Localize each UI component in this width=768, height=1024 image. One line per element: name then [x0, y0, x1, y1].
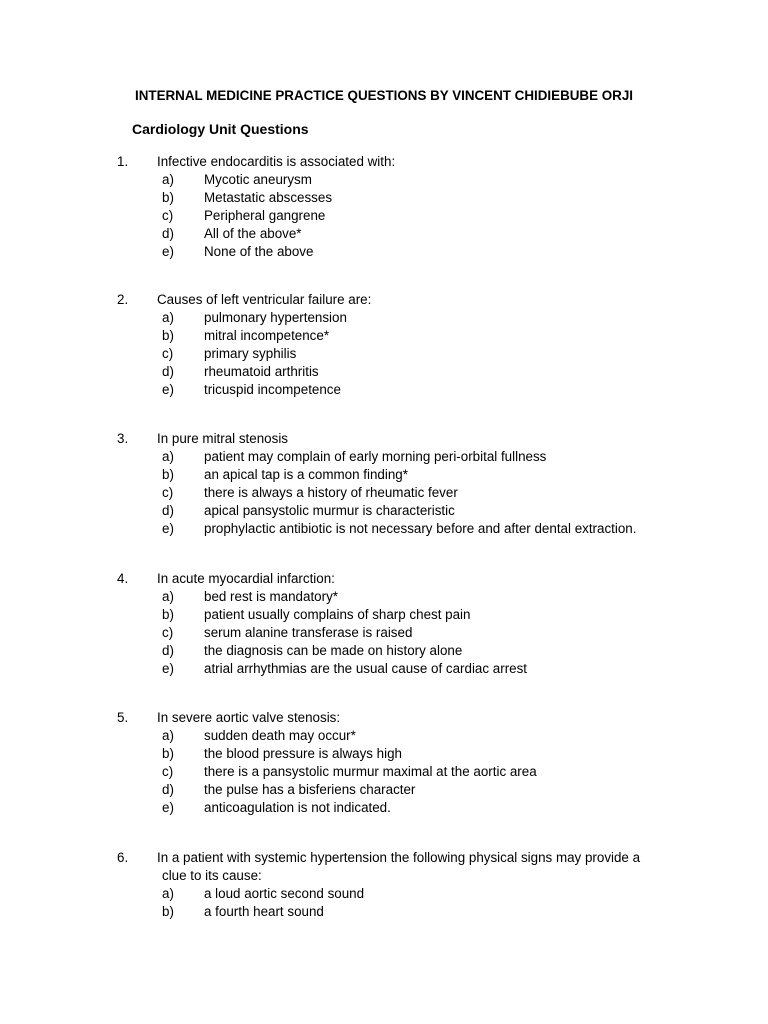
option-letter: a) [162, 310, 174, 325]
question-number: 3. [117, 431, 129, 446]
answer-option [0, 745, 768, 763]
option-text: there is a pansystolic murmur maximal at the aortic area [204, 764, 537, 779]
option-text: tricuspid incompetence [204, 382, 341, 397]
question-text: Infective endocarditis is associated with: [157, 154, 396, 169]
option-text: Metastatic abscesses [204, 190, 333, 205]
question-stem [0, 570, 768, 588]
answer-option [0, 624, 768, 642]
question-number: 1. [117, 154, 129, 169]
option-letter: b) [162, 746, 174, 761]
option-letter: a) [162, 172, 174, 187]
option-letter: b) [162, 328, 174, 343]
option-text: None of the above [204, 244, 314, 259]
option-letter: a) [162, 449, 174, 464]
answer-option [0, 642, 768, 660]
option-text: the blood pressure is always high [204, 746, 402, 761]
answer-option [0, 885, 768, 903]
question-text-continuation-row [0, 867, 768, 885]
answer-option [0, 466, 768, 484]
answer-option [0, 606, 768, 624]
question-number: 4. [117, 571, 129, 586]
option-letter: c) [162, 764, 174, 779]
question-4 [0, 570, 768, 678]
question-stem [0, 153, 768, 171]
answer-option [0, 588, 768, 606]
option-letter: e) [162, 521, 174, 536]
answer-option [0, 327, 768, 345]
option-letter: b) [162, 467, 174, 482]
option-letter: c) [162, 625, 174, 640]
option-letter: a) [162, 886, 174, 901]
option-text: prophylactic antibiotic is not necessary before and after dental extraction. [204, 521, 637, 536]
question-text: In pure mitral stenosis [157, 431, 288, 446]
answer-option [0, 243, 768, 261]
answer-option [0, 484, 768, 502]
option-text: pulmonary hypertension [204, 310, 347, 325]
answer-option [0, 502, 768, 520]
answer-option [0, 763, 768, 781]
question-6 [0, 849, 768, 921]
option-letter: c) [162, 346, 174, 361]
option-text: serum alanine transferase is raised [204, 625, 413, 640]
question-2 [0, 291, 768, 399]
answer-option [0, 781, 768, 799]
question-text: Causes of left ventricular failure are: [157, 292, 372, 307]
answer-option [0, 799, 768, 817]
answer-option [0, 381, 768, 399]
option-text: the pulse has a bisferiens character [204, 782, 416, 797]
option-text: an apical tap is a common finding* [204, 467, 408, 482]
option-letter: e) [162, 661, 174, 676]
option-text: mitral incompetence* [204, 328, 330, 343]
answer-option [0, 727, 768, 745]
question-text: In acute myocardial infarction: [157, 571, 335, 586]
option-text: there is always a history of rheumatic fever [204, 485, 458, 500]
option-text: a fourth heart sound [204, 904, 324, 919]
question-stem [0, 291, 768, 309]
option-letter: d) [162, 364, 174, 379]
option-letter: a) [162, 589, 174, 604]
question-5 [0, 709, 768, 817]
option-text: bed rest is mandatory* [204, 589, 338, 604]
option-letter: c) [162, 208, 174, 223]
document-title: INTERNAL MEDICINE PRACTICE QUESTIONS BY VINCENT CHIDIEBUBE ORJI [135, 88, 633, 103]
option-text: primary syphilis [204, 346, 297, 361]
option-letter: a) [162, 728, 174, 743]
option-letter: d) [162, 643, 174, 658]
option-letter: d) [162, 782, 174, 797]
answer-option [0, 345, 768, 363]
option-letter: c) [162, 485, 174, 500]
question-stem [0, 430, 768, 448]
option-text: the diagnosis can be made on history alone [204, 643, 463, 658]
option-text: sudden death may occur* [204, 728, 356, 743]
question-3 [0, 430, 768, 538]
option-letter: e) [162, 800, 174, 815]
option-text: patient usually complains of sharp chest pain [204, 607, 471, 622]
option-letter: b) [162, 190, 174, 205]
question-stem [0, 709, 768, 727]
option-text: anticoagulation is not indicated. [204, 800, 391, 815]
question-text: In severe aortic valve stenosis: [157, 710, 341, 725]
question-text-continuation: clue to its cause: [162, 868, 262, 883]
option-text: rheumatoid arthritis [204, 364, 319, 379]
answer-option [0, 171, 768, 189]
answer-option [0, 448, 768, 466]
answer-option [0, 363, 768, 381]
option-letter: e) [162, 382, 174, 397]
question-text: In a patient with systemic hypertension the following physical signs may provide a [157, 850, 641, 865]
answer-option [0, 660, 768, 678]
question-number: 2. [117, 292, 129, 307]
section-title: Cardiology Unit Questions [132, 121, 309, 137]
option-letter: b) [162, 904, 174, 919]
question-number: 5. [117, 710, 129, 725]
question-stem [0, 849, 768, 867]
answer-option [0, 520, 768, 538]
option-text: Peripheral gangrene [204, 208, 326, 223]
option-text: atrial arrhythmias are the usual cause of cardiac arrest [204, 661, 528, 676]
option-text: Mycotic aneurysm [204, 172, 312, 187]
answer-option [0, 207, 768, 225]
option-letter: e) [162, 244, 174, 259]
option-text: All of the above* [204, 226, 302, 241]
option-text: apical pansystolic murmur is characteristic [204, 503, 455, 518]
answer-option [0, 225, 768, 243]
question-number: 6. [117, 850, 129, 865]
option-letter: b) [162, 607, 174, 622]
option-text: a loud aortic second sound [204, 886, 365, 901]
option-letter: d) [162, 503, 174, 518]
question-1 [0, 153, 768, 261]
answer-option [0, 309, 768, 327]
answer-option [0, 189, 768, 207]
option-letter: d) [162, 226, 174, 241]
answer-option [0, 903, 768, 921]
option-text: patient may complain of early morning peri-orbital fullness [204, 449, 547, 464]
